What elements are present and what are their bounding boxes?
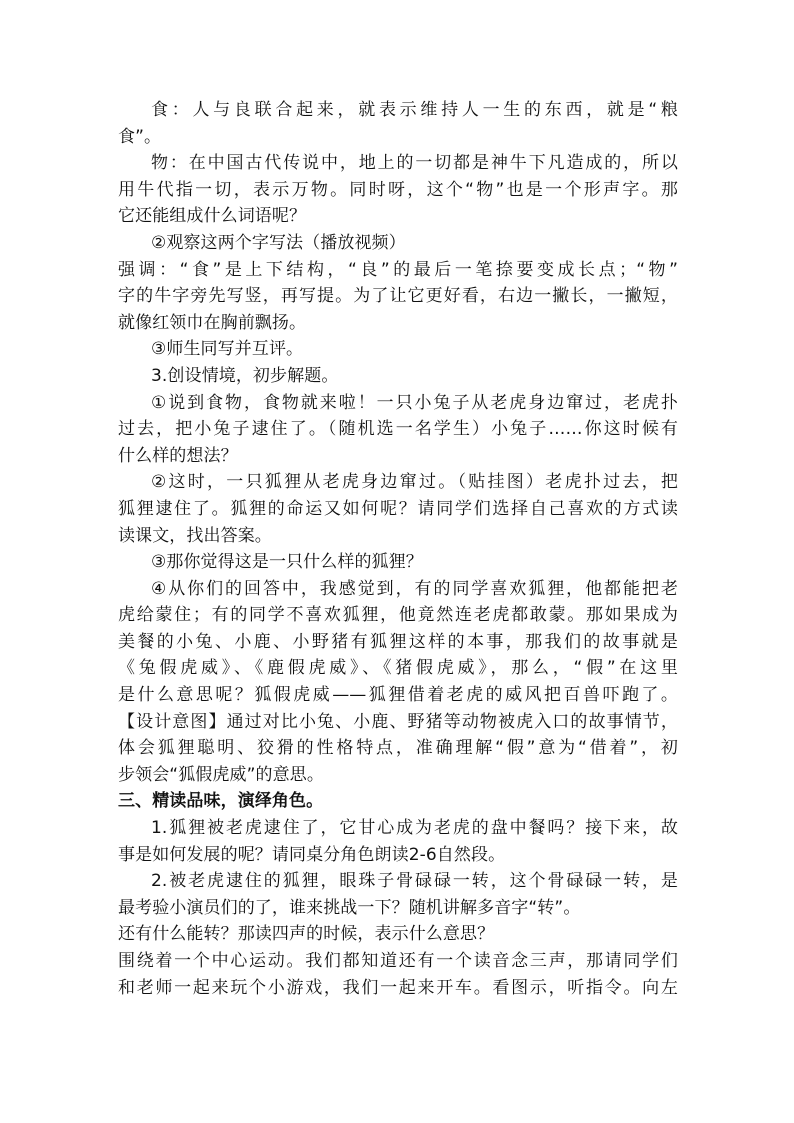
paragraph-line-14: 什么样的想法？: [118, 445, 238, 466]
paragraph-line-15: ②这时，一只狐狸从老虎身边窜过。（贴挂图）老虎扑过去，把: [151, 472, 678, 493]
paragraph-line-19: ④从你们的回答中，我感觉到，有的同学喜欢狐狸，他都能把老: [151, 578, 678, 599]
paragraph-line-4: 用牛代指一切，表示万物。同时呀，这个“物”也是一个形声字。那: [118, 179, 678, 200]
design-intent-line-3: 步领会“狐假虎威”的意思。: [118, 764, 324, 785]
paragraph-line-9: 就像红领巾在胸前飘扬。: [118, 312, 307, 333]
paragraph-line-31: 最考验小演员们的了，谁来挑战一下？随机讲解多音字“转”。: [118, 897, 581, 918]
paragraph-line-6: ②观察这两个字写法（播放视频）: [151, 232, 406, 253]
paragraph-line-29: 事是如何发展的呢？请同桌分角色朗读2-6自然段。: [118, 844, 506, 865]
design-intent-line-2: 体会狐狸聪明、狡猾的性格特点，准确理解“假”意为“借着”，初: [118, 738, 678, 759]
section-heading-three: 三、精读品味，演绎角色。: [118, 791, 324, 812]
paragraph-line-18: ③那你觉得这是一只什么样的狐狸？: [151, 552, 423, 573]
paragraph-line-3: 物：在中国古代传说中，地上的一切都是神牛下凡造成的，所以: [151, 153, 678, 174]
paragraph-line-23: 是什么意思呢？狐假虎威——狐狸借着老虎的威风把百兽吓跑了。: [118, 685, 678, 706]
paragraph-line-17: 读课文，找出答案。: [118, 525, 272, 546]
paragraph-line-1: 食：人与良联合起来，就表示维持人一生的东西，就是“粮: [151, 100, 678, 120]
paragraph-line-12: ①说到食物，食物就来啦！一只小兔子从老虎身边窜过，老虎扑: [151, 392, 678, 413]
paragraph-line-30: 2.被老虎逮住的狐狸，眼珠子骨碌碌一转，这个骨碌碌一转，是: [151, 871, 678, 892]
paragraph-line-21: 美餐的小兔、小鹿、小野猪有狐狸这样的本事，那我们的故事就是: [118, 631, 678, 652]
paragraph-line-34: 和老师一起来玩个小游戏，我们一起来开车。看图示，听指令。向左: [118, 977, 678, 998]
paragraph-line-33: 围绕着一个中心运动。我们都知道还有一个读音念三声，那请同学们: [118, 951, 678, 971]
document-body: [118, 97, 678, 1001]
paragraph-line-13: 过去，把小兔子逮住了。（随机选一名学生）小兔子……你这时候有: [118, 419, 678, 440]
paragraph-line-32: 还有什么能转？那读四声的时候，表示什么意思？: [118, 924, 495, 945]
design-intent-line-1: 【设计意图】通过对比小兔、小鹿、野猪等动物被虎入口的故事情节，: [118, 711, 678, 732]
paragraph-line-20: 虎给蒙住；有的同学不喜欢狐狸，他竟然连老虎都敢蒙。那如果成为: [118, 605, 678, 626]
paragraph-line-5: 它还能组成什么词语呢？: [118, 206, 307, 227]
paragraph-line-28: 1.狐狸被老虎逮住了，它甘心成为老虎的盘中餐吗？接下来，故: [151, 818, 678, 839]
section-heading-3: 3.创设情境，初步解题。: [151, 365, 339, 386]
paragraph-line-10: ③师生同写并互评。: [151, 339, 304, 360]
paragraph-line-2: 食”。: [118, 126, 162, 147]
paragraph-line-16: 狐狸逮住了。狐狸的命运又如何呢？请同学们选择自己喜欢的方式读: [118, 498, 678, 519]
paragraph-line-7: 强调：“食”是上下结构，“良”的最后一笔捺要变成长点；“物”: [118, 259, 678, 280]
paragraph-line-8: 字的牛字旁先写竖，再写提。为了让它更好看，右边一撇长，一撇短，: [118, 286, 678, 307]
paragraph-line-22: 《兔假虎威》、《鹿假虎威》、《猪假虎威》，那么，“假”在这里: [118, 658, 678, 679]
